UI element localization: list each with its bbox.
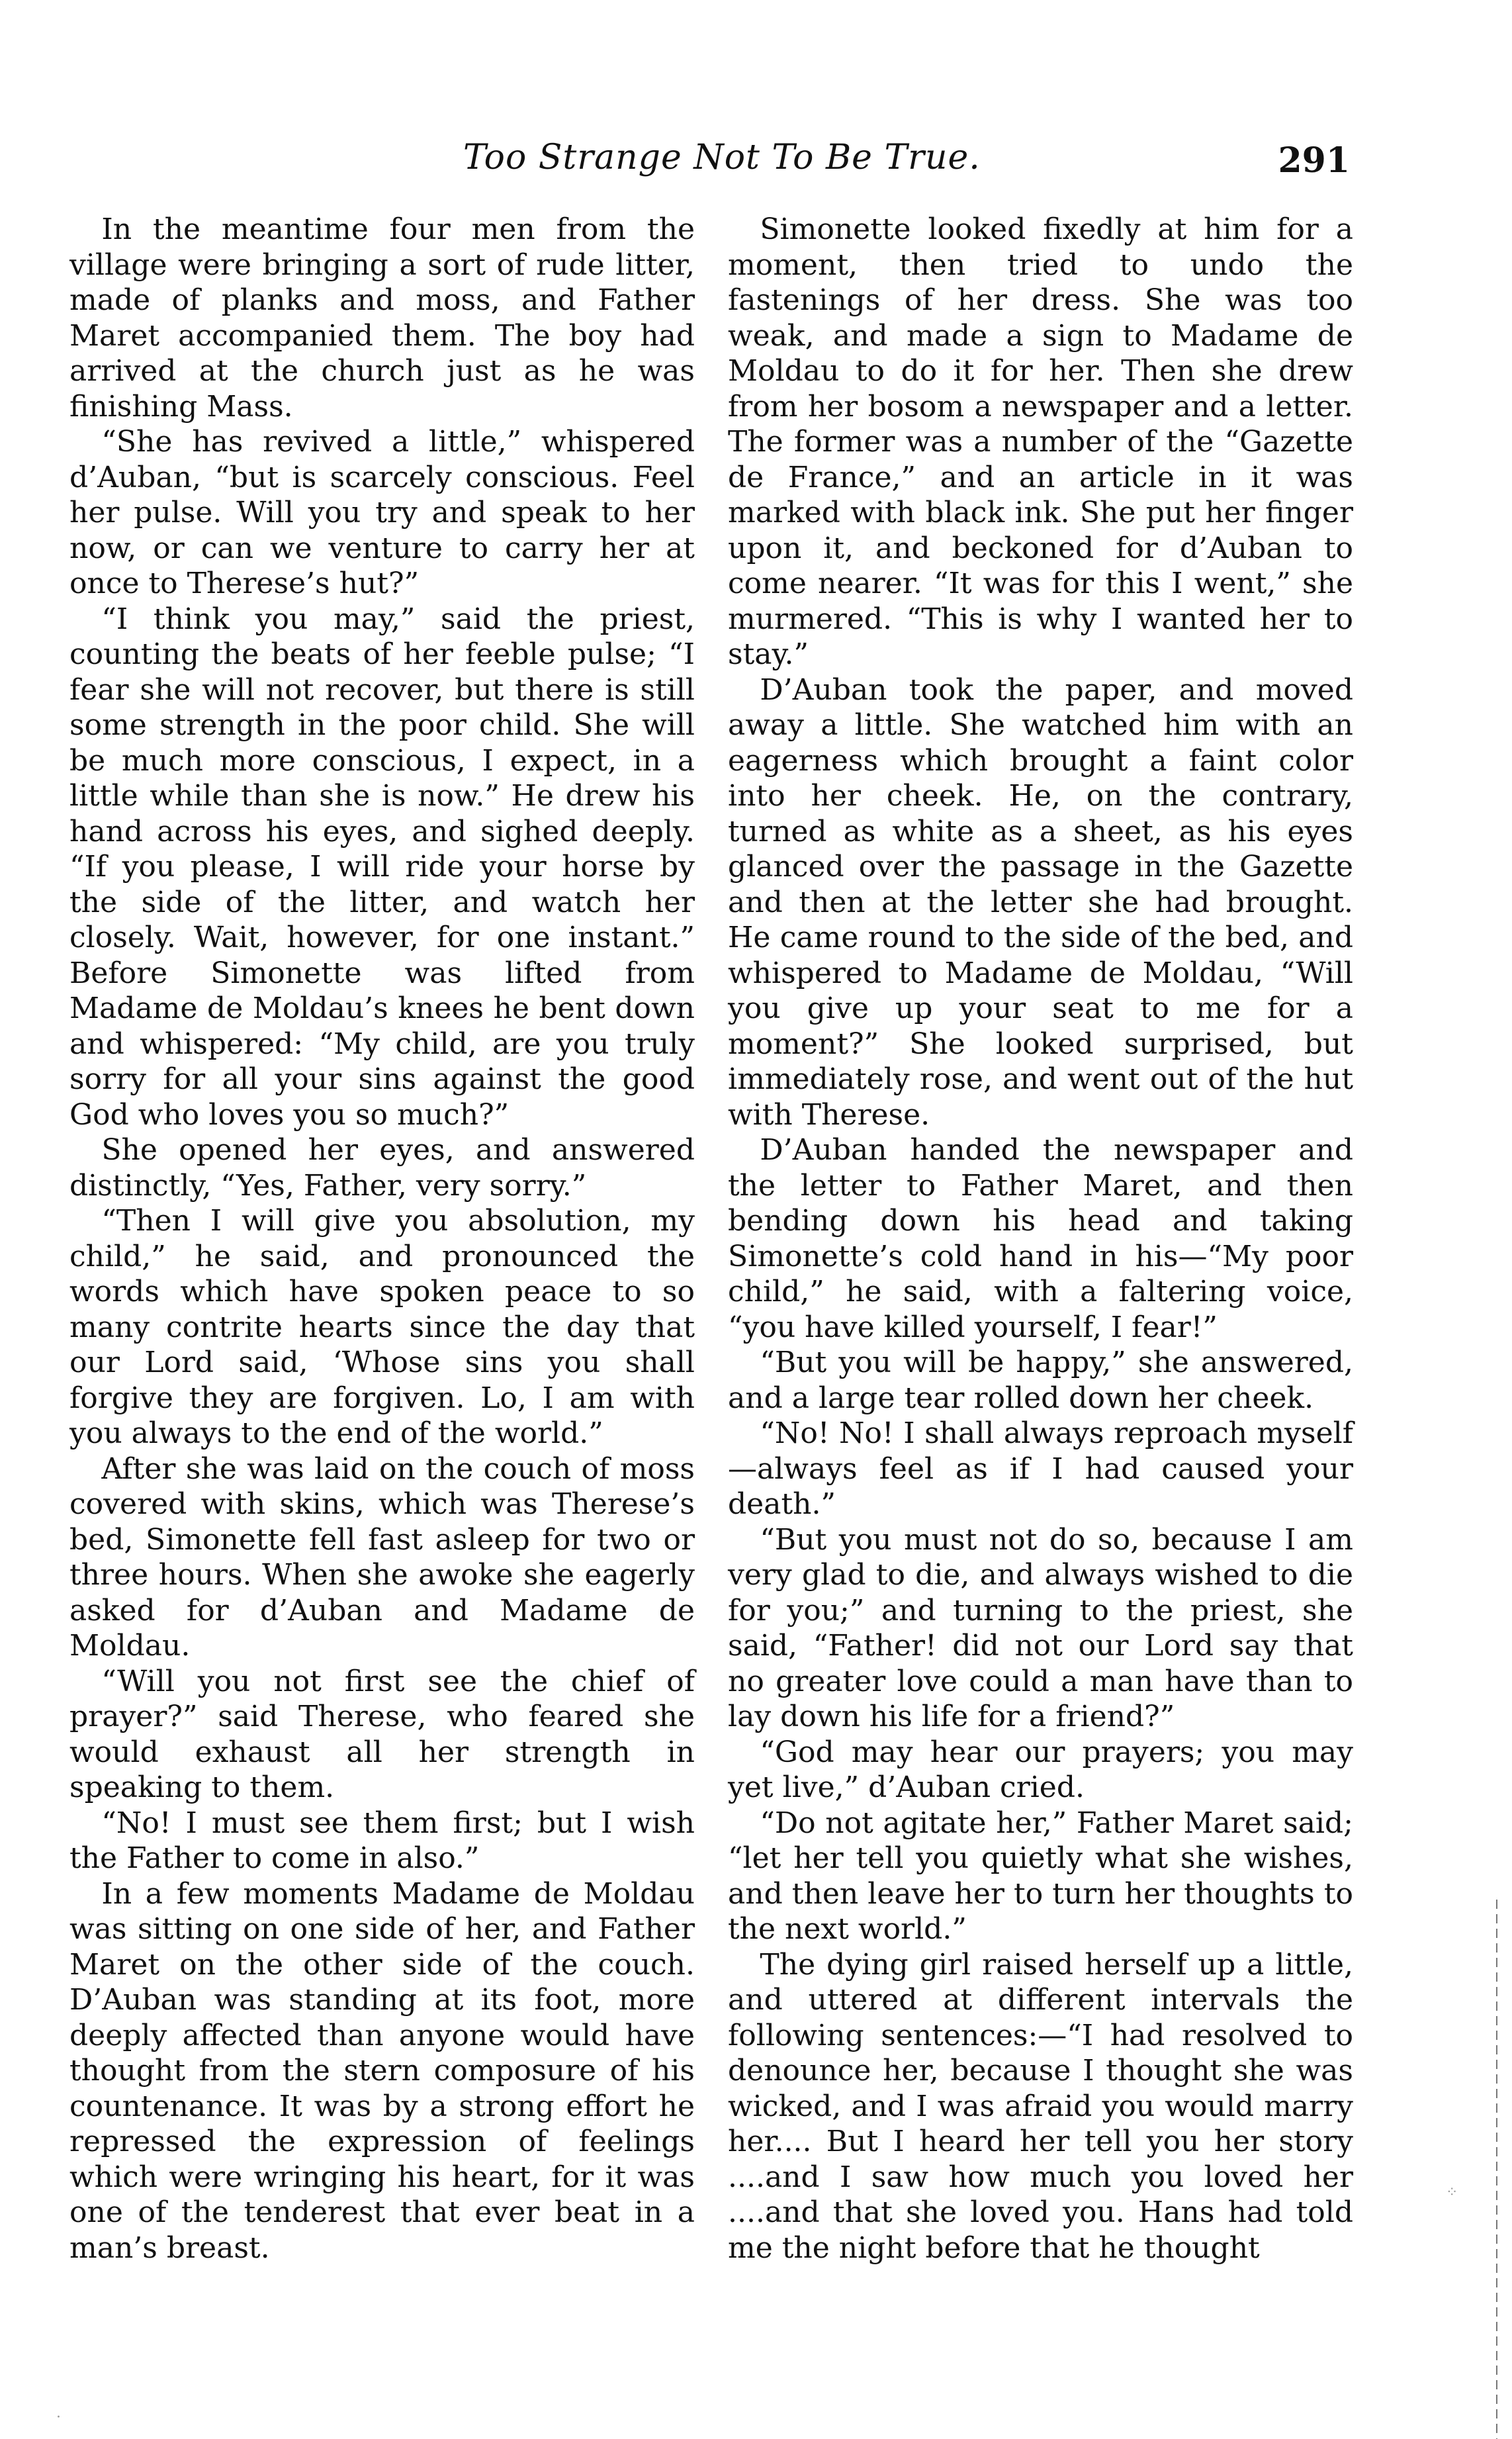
paragraph: In a few moments Madame de Moldau was sitting on one side of her, and Father Maret on the other side of the couch. D’Auban was standing at its foot, more deeply affected than anyone would have thought from the stern composure of his countenance. It was by a strong effort he repressed the expression of feelings which were wringing his heart, for it was one of the tenderest that ever beat in a man’s breast. bbox=[69, 1876, 695, 2265]
running-header bbox=[0, 126, 1512, 179]
paragraph: “No! No! I shall always reproach myself—always feel as if I had caused your death.” bbox=[728, 1416, 1353, 1521]
print-speck: · bbox=[56, 2409, 61, 2426]
paragraph: Simonette looked fixedly at him for a moment, then tried to undo the fastenings of her dress. She was too weak, and made a sign to Madame de Moldau to do it for her. Then she drew from her bosom a newspaper and a letter. The former was a number of the “Gazette de France,” and an article in it was marked with black ink. She put her finger upon it, and beckoned for d’Auban to come nearer. “It was for this I went,” she murmered. “This is why I wanted her to stay.” bbox=[728, 212, 1353, 671]
paragraph: In the meantime four men from the village were bringing a sort of rude litter, made of planks and moss, and Father Maret accompanied them. The boy had arrived at the church just as he was finishing Mass. bbox=[69, 212, 695, 424]
paragraph: D’Auban handed the newspaper and the letter to Father Maret, and then bending down his head and taking Simonette’s cold hand in his—“My poor child,” he said, with a faltering voice, “you have killed yourself, I fear!” bbox=[728, 1133, 1353, 1344]
paragraph: “Do not agitate her,” Father Maret said; “let her tell you quietly what she wishes, and then leave her to turn her thoughts to the next world.” bbox=[728, 1806, 1353, 1946]
paragraph: “But you will be happy,” she answered, and a large tear rolled down her cheek. bbox=[728, 1346, 1353, 1415]
paragraph: “She has revived a little,” whispered d’Auban, “but is scarcely conscious. Feel her pulse. Will you try and speak to her now, or can we venture to carry her at once to Therese’s hut?” bbox=[69, 425, 695, 600]
running-title: Too Strange Not To Be True. bbox=[463, 138, 981, 177]
print-speck: ⁘ bbox=[1446, 2184, 1458, 2201]
right-column bbox=[728, 212, 1353, 2266]
paragraph: “Will you not first see the chief of prayer?” said Therese, who feared she would exhaust all her strength in speaking to them. bbox=[69, 1664, 695, 1804]
page-number: 291 bbox=[1278, 140, 1350, 181]
paragraph: “I think you may,” said the priest, counting the beats of her feeble pulse; “I fear she will not recover, but there is still some strength in the poor child. She will be much more conscious, I expect, in a little while than she is now.” He drew his hand across his eyes, and sighed deeply. “If you please, I will ride your horse by the side of the litter, and watch her closely. Wait, however, for one instant.” Before Simonette was lifted from Madame de Moldau’s knees he bent down and whispered: “My child, are you truly sorry for all your sins against the good God who loves you so much?” bbox=[69, 602, 695, 1132]
paragraph: D’Auban took the paper, and moved away a little. She watched him with an eagerness which brought a faint color into her cheek. He, on the contrary, turned as white as a sheet, as his eyes glanced over the passage in the Gazette and then at the letter she had brought. He came round to the side of the bed, and whispered to Madame de Moldau, “Will you give up your seat to me for a moment?” She looked surprised, but immediately rose, and went out of the hut with Therese. bbox=[728, 672, 1353, 1132]
paragraph: After she was laid on the couch of moss covered with skins, which was Therese’s bed, Simonette fell fast asleep for two or three hours. When she awoke she eagerly asked for d’Auban and Madame de Moldau. bbox=[69, 1451, 695, 1663]
paragraph: “God may hear our prayers; you may yet live,” d’Auban cried. bbox=[728, 1735, 1353, 1804]
left-column bbox=[69, 212, 695, 2266]
page-edge-mark bbox=[1496, 1900, 1497, 2439]
paragraph: “But you must not do so, because I am very glad to die, and always wished to die for you;” and turning to the priest, she said, “Father! did not our Lord say that no greater love could a man have than to lay down his life for a friend?” bbox=[728, 1522, 1353, 1733]
paragraph: She opened her eyes, and answered distinctly, “Yes, Father, very sorry.” bbox=[69, 1133, 695, 1203]
paragraph: “No! I must see them first; but I wish the Father to come in also.” bbox=[69, 1806, 695, 1875]
paragraph: The dying girl raised herself up a little, and uttered at different intervals the following sentences:—“I had resolved to denounce her, because I thought she was wicked, and I was afraid you would marry her.... But I heard her tell you her story ....and I saw how much you loved her ....and that she loved you. Hans had told me the night before that he thought bbox=[728, 1947, 1353, 2265]
paragraph: “Then I will give you absolution, my child,” he said, and pronounced the words which have spoken peace to so many contrite hearts since the day that our Lord said, ‘Whose sins you shall forgive they are forgiven. Lo, I am with you always to the end of the world.” bbox=[69, 1204, 695, 1450]
